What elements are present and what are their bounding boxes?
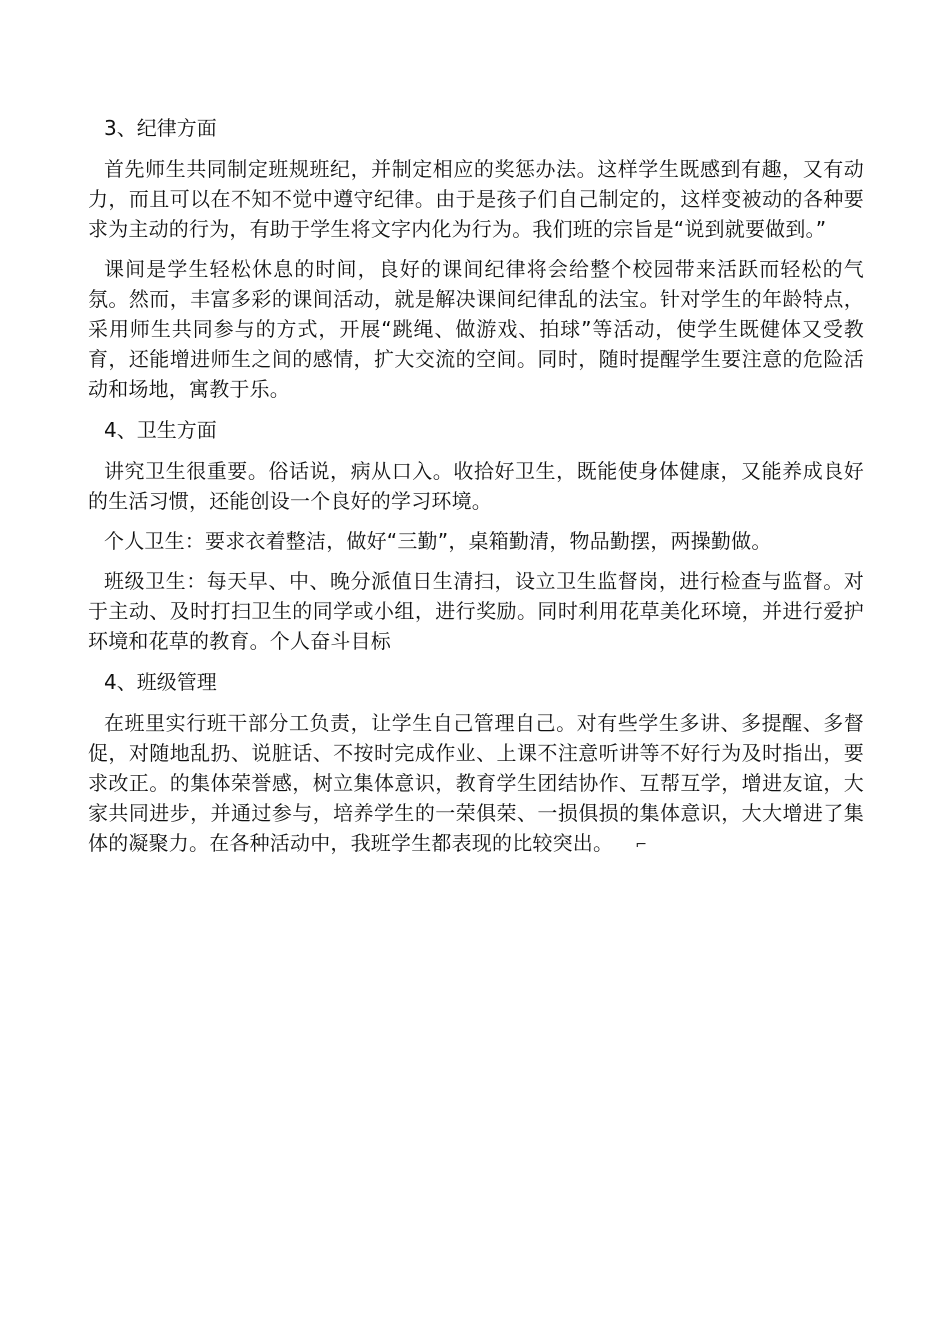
paragraph-recess-discipline: 课间是学生轻松休息的时间，良好的课间纪律将会给整个校园带来活跃而轻松的气氛。然而，丰富多彩的课间活动，就是解决课间纪律乱的法宝。针对学生的年龄特点，采用师生共同参与的方式，开展“跳绳、做游戏、拍球”等活动，使学生既健体又受教育，还能增进师生之间的感情，扩大交流的空间。同时，随时提醒学生要注意的危险活动和场地，寓教于乐。 [88,257,864,401]
paragraph-personal-hygiene: 个人卫生：要求衣着整洁，做好“三勤”，桌箱勤清，物品勤摆，两操勤做。 [104,529,772,553]
paragraph-class-hygiene: 班级卫生：每天早、中、晚分派值日生清扫，设立卫生监督岗，进行检查与监督。对于主动、及时打扫卫生的同学或小组，进行奖励。同时利用花草美化环境，并进行爱护环境和花草的教育。个人奋斗目标 [88,569,864,653]
section-heading-hygiene: 4、卫生方面 [104,418,217,442]
section-heading-discipline: 3、纪律方面 [104,116,217,140]
section-heading-class-management: 4、班级管理 [104,670,217,694]
paragraph-end-mark: ⌐ [635,836,648,853]
document-page [88,112,864,870]
paragraph-class-management-text: 在班里实行班干部分工负责，让学生自己管理自己。对有些学生多讲、多提醒、多督促，对随地乱扔、说脏话、不按时完成作业、上课不注意听讲等不好行为及时指出，要求改正。的集体荣誉感，树立集体意识，教育学生团结协作、互帮互学，增进友谊，大家共同进步，并通过参与，培养学生的一荣俱荣、一损俱损的集体意识，大大增进了集体的凝聚力。在各种活动中，我班学生都表现的比较突出。 [88,711,864,855]
paragraph-class-management [88,708,864,860]
paragraph-hygiene-importance: 讲究卫生很重要。俗话说，病从口入。收拾好卫生，既能使身体健康，又能养成良好的生活习惯，还能创设一个良好的学习环境。 [88,459,864,513]
paragraph-class-rules: 首先师生共同制定班规班纪，并制定相应的奖惩办法。这样学生既感到有趣，又有动力，而且可以在不知不觉中遵守纪律。由于是孩子们自己制定的，这样变被动的各种要求为主动的行为，有助于学生将文字内化为行为。我们班的宗旨是“说到就要做到。” [88,157,864,241]
